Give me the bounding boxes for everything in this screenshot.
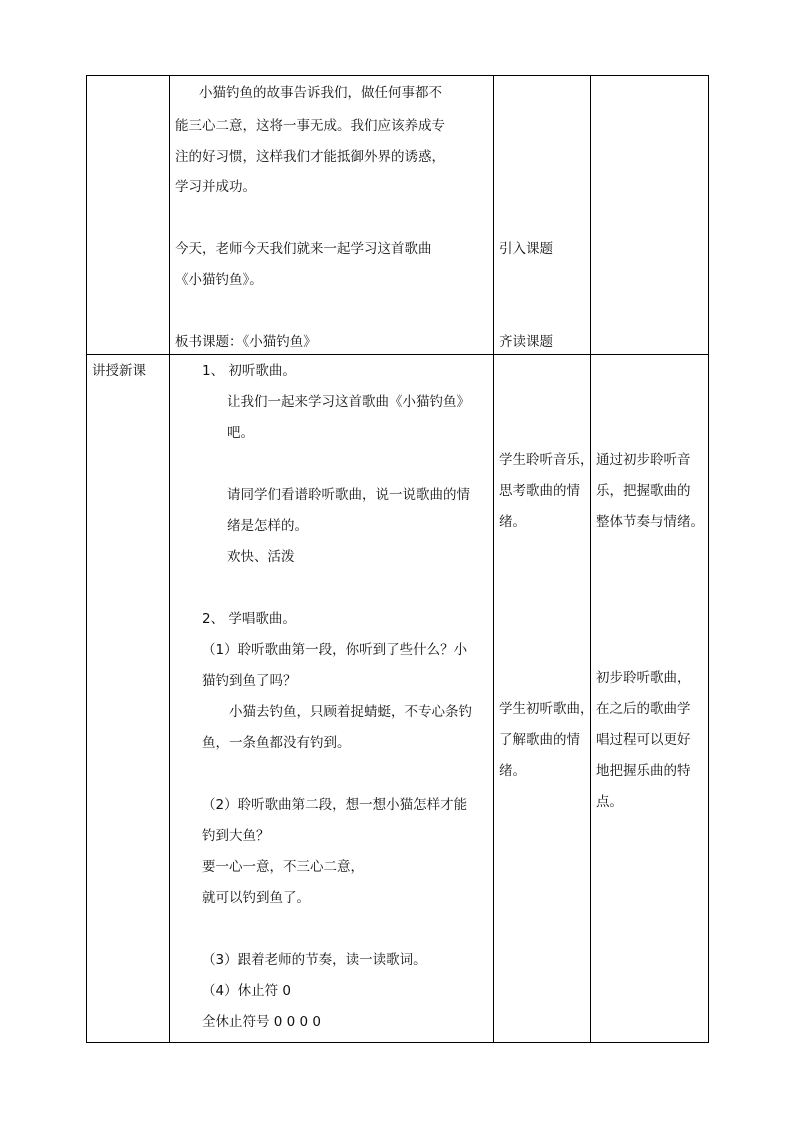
content-line: 绪是怎样的。	[227, 518, 308, 534]
section-cell	[87, 355, 170, 1043]
content-line: 小猫钓鱼的故事告诉我们，做任何事都不	[199, 85, 442, 101]
content-line: 猫钓到鱼了吗？	[202, 673, 297, 689]
intent-line: 唱过程可以更好	[596, 732, 691, 748]
content-line: （4）休止符 0	[202, 983, 291, 999]
activity-line: 思考歌曲的情	[499, 483, 580, 499]
activity-line: 引入课题	[499, 241, 553, 257]
section-label: 讲授新课	[92, 363, 146, 379]
student-activity-cell	[494, 76, 591, 355]
activity-line: 绪。	[499, 763, 526, 779]
content-line: 《小猫钓鱼》。	[175, 272, 263, 288]
content-line: 能三心二意，这将一事无成。我们应该养成专	[175, 118, 445, 134]
intent-line: 在之后的歌曲学	[596, 701, 691, 717]
step-heading: 2、 学唱歌曲。	[202, 611, 296, 627]
content-line: （2）聆听歌曲第二段，想一想小猫怎样才能	[202, 797, 468, 813]
intent-line: 地把握乐曲的特	[596, 763, 691, 779]
content-line: （3）跟着老师的节奏，读一读歌词。	[202, 952, 427, 968]
content-line: 鱼，一条鱼都没有钓到。	[202, 735, 351, 751]
intent-line: 整体节奏与情绪。	[596, 514, 704, 530]
lesson-plan-table	[86, 75, 709, 1043]
content-line: 钓到大鱼？	[202, 828, 270, 844]
content-line: （1）聆听歌曲第一段，你听到了些什么？小	[202, 642, 468, 658]
intent-line: 点。	[596, 794, 623, 810]
content-line: 学习并成功。	[175, 179, 256, 195]
section-cell	[87, 76, 170, 355]
activity-line: 齐读课题	[499, 334, 553, 350]
design-intent-cell	[591, 355, 709, 1043]
step-heading: 1、 初听歌曲。	[202, 363, 296, 379]
content-line: 吧。	[227, 425, 254, 441]
intent-line: 通过初步聆听音	[596, 452, 691, 468]
blackboard-title: 板书课题：《小猫钓鱼》	[175, 334, 317, 350]
activity-line: 学生初听歌曲，	[499, 701, 594, 717]
content-line: 全休止符号 0 0 0 0	[202, 1014, 322, 1030]
content-line: 小猫去钓鱼，只顾着捉蜻蜓，不专心条钓	[229, 704, 472, 720]
table-row	[87, 76, 709, 355]
activity-line: 绪。	[499, 514, 526, 530]
activity-line: 了解歌曲的情	[499, 732, 580, 748]
student-activity-cell	[494, 355, 594, 1043]
content-line: 注的好习惯，这样我们才能抵御外界的诱惑，	[175, 149, 445, 165]
content-line: 要一心一意，不三心二意，	[202, 859, 364, 875]
teaching-content-cell	[170, 355, 494, 1043]
activity-line: 学生聆听音乐，	[499, 452, 594, 468]
content-line: 今天，老师今天我们就来一起学习这首歌曲	[175, 241, 432, 257]
design-intent-cell	[591, 76, 709, 355]
intent-line: 乐，把握歌曲的	[596, 483, 691, 499]
content-line: 就可以钓到鱼了。	[202, 890, 310, 906]
content-line: 欢快、活泼	[227, 549, 295, 565]
content-line: 让我们一起来学习这首歌曲《小猫钓鱼》	[227, 394, 470, 410]
intent-line: 初步聆听歌曲，	[596, 670, 691, 686]
teaching-content-cell	[170, 76, 494, 355]
table-row	[87, 355, 709, 1043]
content-line: 请同学们看谱聆听歌曲，说一说歌曲的情	[227, 487, 470, 503]
